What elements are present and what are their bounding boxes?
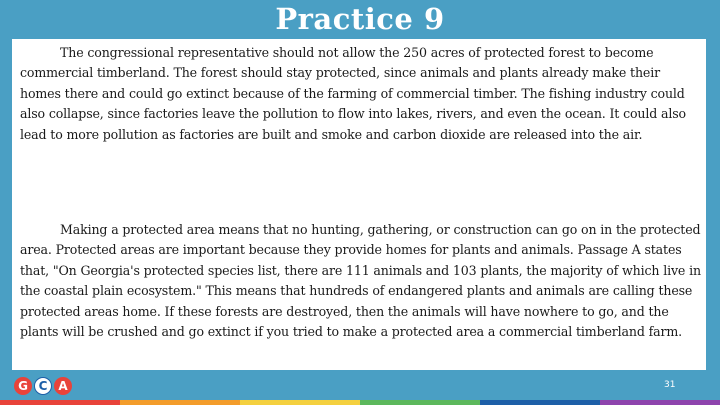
color-strip-segment bbox=[0, 400, 120, 405]
footer-bar bbox=[12, 370, 706, 398]
color-strip-segment bbox=[360, 400, 480, 405]
paragraph-2: Making a protected area means that no hunting, gathering, or construction can go on in the protected area. Protected areas are important because they provide homes for plants and animals. Passage A states that, "On Georgia's protected species list, there are 111 animals and 103 plants, the majority of which live in the coastal plain ecosystem." This means that hundreds of endangered plants and animals are calling these protected areas home. If these forests are destroyed, then the animals will have nowhere to go, and the plants will be crushed and go extinct if you tried to make a protected area a commercial timberland farm. bbox=[20, 222, 701, 340]
color-strip-segment bbox=[120, 400, 240, 405]
color-strip-segment bbox=[240, 400, 360, 405]
slide-title: Practice 9 bbox=[275, 2, 445, 36]
color-strip-segment bbox=[480, 400, 600, 405]
content-panel bbox=[12, 39, 706, 370]
gca-logo bbox=[14, 377, 74, 395]
color-strip bbox=[0, 400, 720, 405]
logo-letter-a: A bbox=[54, 377, 72, 395]
page-number: 31 bbox=[664, 380, 676, 390]
paragraph-1: The congressional representative should not allow the 250 acres of protected forest to become commercial timberland. The forest should stay protected, since animals and plants already make their homes there and could go extinct because of the farming of commercial timber. The fishing industry could also collapse, since factories leave the pollution to flow into lakes, rivers, and even the ocean. It could also lead to more pollution as factories are built and smoke and carbon dioxide are released into the air. bbox=[20, 45, 686, 142]
logo-letter-g: G bbox=[14, 377, 32, 395]
logo-letter-c: C bbox=[34, 377, 52, 395]
color-strip-segment bbox=[600, 400, 720, 405]
